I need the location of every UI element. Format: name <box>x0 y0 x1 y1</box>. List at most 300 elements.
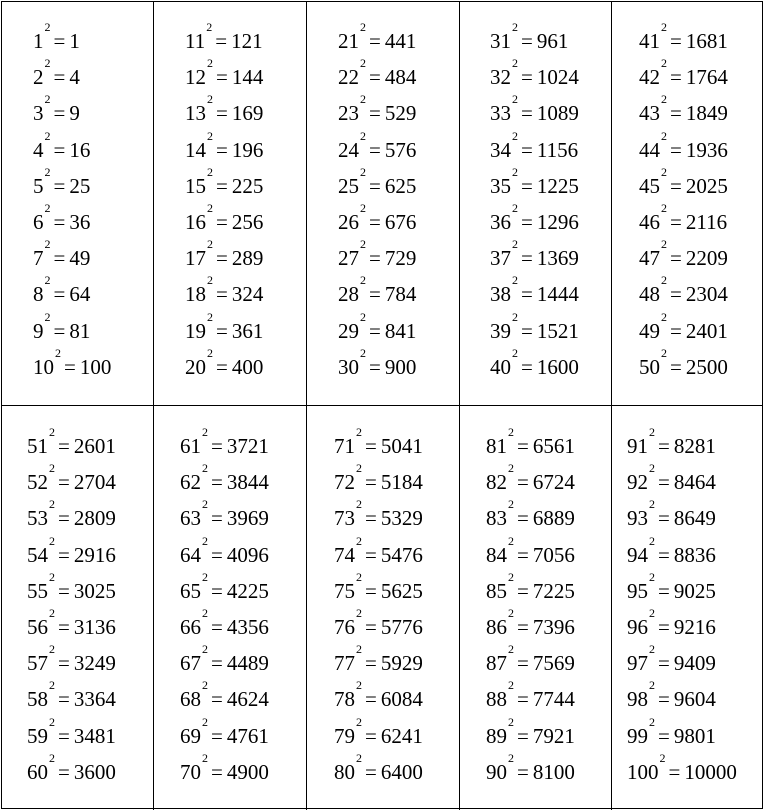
base-number: 89 <box>486 723 507 748</box>
base-number: 16 <box>185 210 206 234</box>
base-number: 15 <box>185 173 206 198</box>
square-equation <box>27 425 116 458</box>
exponent: 2 <box>49 678 55 693</box>
equals-sign: = <box>216 318 228 343</box>
base-number: 7 <box>33 246 44 271</box>
square-value: 1024 <box>536 65 579 90</box>
exponent: 2 <box>202 497 208 512</box>
base-number: 54 <box>27 542 48 567</box>
base-number: 35 <box>490 173 511 198</box>
equals-sign: = <box>53 101 66 126</box>
exponent: 2 <box>356 714 362 729</box>
square-value: 2401 <box>685 318 728 343</box>
equals-sign: = <box>658 506 670 531</box>
equals-sign: = <box>670 29 682 53</box>
square-equation <box>334 678 423 712</box>
square-equation <box>33 56 80 90</box>
square-value: 49 <box>69 246 91 271</box>
base-number: 8 <box>33 282 44 307</box>
base-number: 12 <box>185 65 206 90</box>
square-equation <box>33 309 91 343</box>
equals-sign: = <box>53 29 66 53</box>
square-value: 1 <box>69 29 80 53</box>
square-value: 2809 <box>73 506 116 531</box>
equals-sign: = <box>670 101 682 126</box>
exponent: 2 <box>512 237 518 252</box>
equals-sign: = <box>670 173 682 198</box>
square-value: 1156 <box>536 137 579 162</box>
exponent: 2 <box>49 461 55 476</box>
exponent: 2 <box>360 273 366 288</box>
base-number: 73 <box>334 506 355 531</box>
exponent: 2 <box>512 128 518 143</box>
square-equation <box>180 533 269 567</box>
exponent: 2 <box>512 273 518 288</box>
square-equation <box>180 497 269 531</box>
square-value: 1369 <box>536 246 579 271</box>
base-number: 85 <box>486 578 507 603</box>
base-number: 59 <box>27 723 48 748</box>
equals-sign: = <box>658 542 670 567</box>
square-value: 7225 <box>532 578 575 603</box>
equals-sign: = <box>517 470 529 495</box>
square-value: 2025 <box>685 173 728 198</box>
square-equation <box>627 714 716 748</box>
square-value: 2500 <box>685 354 728 379</box>
square-equation <box>185 309 264 343</box>
exponent: 2 <box>508 678 514 693</box>
base-number: 58 <box>27 687 48 712</box>
column-divider <box>611 2 612 406</box>
base-number: 69 <box>180 723 201 748</box>
equals-sign: = <box>216 210 228 234</box>
equals-sign: = <box>211 506 223 531</box>
base-number: 38 <box>490 282 511 307</box>
square-value: 1849 <box>685 101 728 126</box>
square-value: 900 <box>384 354 417 379</box>
equals-sign: = <box>670 354 682 379</box>
equals-sign: = <box>658 470 670 495</box>
base-number: 37 <box>490 246 511 271</box>
exponent: 2 <box>356 606 362 620</box>
exponent: 2 <box>207 56 213 71</box>
column-divider <box>306 406 307 810</box>
exponent: 2 <box>44 20 51 34</box>
square-equation <box>627 606 716 639</box>
square-equation <box>334 425 423 458</box>
exponent: 2 <box>202 678 208 693</box>
square-value: 9025 <box>673 578 716 603</box>
equals-sign: = <box>58 615 70 639</box>
square-equation <box>627 569 716 603</box>
square-equation <box>639 345 728 379</box>
equals-sign: = <box>58 434 70 458</box>
square-equation <box>185 237 264 271</box>
equals-sign: = <box>211 615 223 639</box>
exponent: 2 <box>202 533 208 548</box>
equals-sign: = <box>216 137 228 162</box>
square-value: 121 <box>231 29 263 53</box>
equals-sign: = <box>670 318 682 343</box>
exponent: 2 <box>360 345 366 360</box>
squares-table <box>1 1 763 809</box>
square-value: 7396 <box>532 615 575 639</box>
equals-sign: = <box>211 651 223 676</box>
square-value: 3969 <box>226 506 269 531</box>
square-value: 4 <box>69 65 80 90</box>
exponent: 2 <box>661 273 667 288</box>
exponent: 2 <box>202 606 208 620</box>
square-value: 256 <box>231 210 264 234</box>
base-number: 63 <box>180 506 201 531</box>
base-number: 72 <box>334 470 355 495</box>
equals-sign: = <box>658 687 670 712</box>
base-number: 90 <box>486 759 507 784</box>
square-equation <box>185 164 264 198</box>
column-divider <box>153 2 154 406</box>
exponent: 2 <box>508 642 514 657</box>
square-value: 3600 <box>73 759 116 784</box>
exponent: 2 <box>49 642 55 657</box>
equals-sign: = <box>211 723 223 748</box>
base-number: 67 <box>180 651 201 676</box>
base-number: 65 <box>180 578 201 603</box>
square-value: 4900 <box>226 759 269 784</box>
equals-sign: = <box>517 506 529 531</box>
base-number: 32 <box>490 65 511 90</box>
equals-sign: = <box>517 759 529 784</box>
exponent: 2 <box>49 533 55 548</box>
square-equation <box>27 461 116 495</box>
square-equation <box>185 128 264 162</box>
exponent: 2 <box>202 714 208 729</box>
square-value: 2209 <box>685 246 728 271</box>
square-equation <box>627 642 716 676</box>
square-value: 5184 <box>380 470 423 495</box>
base-number: 36 <box>490 210 511 234</box>
equals-sign: = <box>369 173 381 198</box>
equals-sign: = <box>521 65 533 90</box>
square-equation <box>27 750 116 784</box>
base-number: 30 <box>338 354 359 379</box>
base-number: 33 <box>490 101 511 126</box>
equals-sign: = <box>521 137 533 162</box>
exponent: 2 <box>206 20 213 34</box>
square-equation <box>334 533 423 567</box>
equals-sign: = <box>517 687 529 712</box>
exponent: 2 <box>44 201 51 215</box>
square-equation <box>486 750 575 784</box>
square-equation <box>338 128 417 162</box>
square-equation <box>639 20 728 53</box>
square-equation <box>486 642 575 676</box>
equals-sign: = <box>58 470 70 495</box>
base-number: 40 <box>490 354 511 379</box>
square-value: 441 <box>384 29 417 53</box>
square-equation <box>627 461 716 495</box>
square-value: 2704 <box>73 470 116 495</box>
square-equation <box>486 425 575 458</box>
exponent: 2 <box>44 309 51 324</box>
equals-sign: = <box>365 434 377 458</box>
square-value: 5776 <box>380 615 423 639</box>
equals-sign: = <box>53 65 66 90</box>
base-number: 55 <box>27 578 48 603</box>
base-number: 47 <box>639 246 660 271</box>
square-value: 4761 <box>226 723 269 748</box>
square-value: 7056 <box>532 542 575 567</box>
square-equation <box>334 569 423 603</box>
base-number: 22 <box>338 65 359 90</box>
square-equation <box>338 20 417 53</box>
base-number: 26 <box>338 210 359 234</box>
equals-sign: = <box>365 651 377 676</box>
base-number: 96 <box>627 615 648 639</box>
equals-sign: = <box>58 651 70 676</box>
square-equation <box>639 56 728 90</box>
square-value: 8836 <box>673 542 716 567</box>
square-value: 9604 <box>673 687 716 712</box>
exponent: 2 <box>649 425 655 439</box>
square-value: 324 <box>231 282 264 307</box>
square-equation <box>180 461 269 495</box>
equals-sign: = <box>670 210 682 234</box>
square-equation <box>27 642 116 676</box>
exponent: 2 <box>44 56 51 71</box>
equals-sign: = <box>211 434 223 458</box>
equals-sign: = <box>369 65 381 90</box>
exponent: 2 <box>661 201 667 215</box>
exponent: 2 <box>508 714 514 729</box>
square-value: 5476 <box>380 542 423 567</box>
square-equation <box>185 345 264 379</box>
base-number: 61 <box>180 434 201 458</box>
column-divider <box>459 406 460 810</box>
square-equation <box>185 92 264 126</box>
equals-sign: = <box>365 578 377 603</box>
equals-sign: = <box>365 687 377 712</box>
square-value: 6889 <box>532 506 575 531</box>
square-value: 1764 <box>685 65 728 90</box>
column-divider <box>459 2 460 406</box>
base-number: 25 <box>338 173 359 198</box>
exponent: 2 <box>202 461 208 476</box>
base-number: 75 <box>334 578 355 603</box>
equals-sign: = <box>365 723 377 748</box>
square-equation <box>486 606 575 639</box>
square-equation <box>490 309 579 343</box>
base-number: 6 <box>33 210 44 234</box>
square-equation <box>334 642 423 676</box>
square-equation <box>180 678 269 712</box>
equals-sign: = <box>517 434 529 458</box>
square-value: 289 <box>231 246 264 271</box>
exponent: 2 <box>508 425 514 439</box>
equals-sign: = <box>211 759 223 784</box>
base-number: 84 <box>486 542 507 567</box>
exponent: 2 <box>661 164 667 179</box>
equals-sign: = <box>658 651 670 676</box>
exponent: 2 <box>356 642 362 657</box>
base-number: 79 <box>334 723 355 748</box>
square-value: 3481 <box>73 723 116 748</box>
base-number: 52 <box>27 470 48 495</box>
square-value: 16 <box>69 137 91 162</box>
square-value: 1521 <box>536 318 579 343</box>
equals-sign: = <box>369 210 381 234</box>
equals-sign: = <box>517 578 529 603</box>
equals-sign: = <box>365 615 377 639</box>
square-equation <box>334 714 423 748</box>
square-equation <box>486 533 575 567</box>
equals-sign: = <box>369 282 381 307</box>
square-value: 3721 <box>226 434 269 458</box>
square-equation <box>639 309 728 343</box>
exponent: 2 <box>49 425 55 439</box>
exponent: 2 <box>360 56 366 71</box>
square-equation <box>639 128 728 162</box>
square-equation <box>490 56 579 90</box>
base-number: 14 <box>185 137 206 162</box>
square-equation <box>338 345 417 379</box>
equals-sign: = <box>58 506 70 531</box>
base-number: 98 <box>627 687 648 712</box>
exponent: 2 <box>512 201 518 215</box>
equals-sign: = <box>53 318 66 343</box>
base-number: 17 <box>185 246 206 271</box>
base-number: 2 <box>33 65 44 90</box>
exponent: 2 <box>356 425 362 439</box>
square-equation <box>490 164 579 198</box>
exponent: 2 <box>649 497 655 512</box>
exponent: 2 <box>207 201 213 215</box>
exponent: 2 <box>649 714 655 729</box>
base-number: 94 <box>627 542 648 567</box>
square-value: 8100 <box>532 759 575 784</box>
equals-sign: = <box>211 542 223 567</box>
square-equation <box>185 56 264 90</box>
square-equation <box>490 20 569 53</box>
equals-sign: = <box>658 578 670 603</box>
exponent: 2 <box>508 461 514 476</box>
exponent: 2 <box>49 569 55 584</box>
square-value: 81 <box>69 318 91 343</box>
equals-sign: = <box>216 246 228 271</box>
base-number: 9 <box>33 318 44 343</box>
base-number: 92 <box>627 470 648 495</box>
square-value: 841 <box>384 318 417 343</box>
square-equation <box>627 425 716 458</box>
base-number: 76 <box>334 615 355 639</box>
base-number: 13 <box>185 101 206 126</box>
base-number: 95 <box>627 578 648 603</box>
square-value: 6400 <box>380 759 423 784</box>
square-equation <box>185 20 263 53</box>
equals-sign: = <box>521 173 533 198</box>
base-number: 49 <box>639 318 660 343</box>
equals-sign: = <box>369 137 381 162</box>
exponent: 2 <box>207 273 213 288</box>
square-value: 625 <box>384 173 417 198</box>
equals-sign: = <box>58 759 70 784</box>
square-equation <box>338 92 417 126</box>
square-value: 3364 <box>73 687 116 712</box>
column-divider <box>306 2 307 406</box>
equals-sign: = <box>658 615 670 639</box>
exponent: 2 <box>649 461 655 476</box>
square-equation <box>27 497 116 531</box>
exponent: 2 <box>508 497 514 512</box>
equals-sign: = <box>521 354 533 379</box>
column-divider <box>611 406 612 810</box>
equals-sign: = <box>58 542 70 567</box>
exponent: 2 <box>649 606 655 620</box>
exponent: 2 <box>356 750 362 765</box>
square-equation <box>627 750 737 784</box>
square-value: 1681 <box>685 29 728 53</box>
base-number: 81 <box>486 434 507 458</box>
exponent: 2 <box>360 164 366 179</box>
equals-sign: = <box>668 759 681 784</box>
square-equation <box>27 678 116 712</box>
square-value: 484 <box>384 65 417 90</box>
base-number: 66 <box>180 615 201 639</box>
square-equation <box>338 164 417 198</box>
exponent: 2 <box>508 569 514 584</box>
square-equation <box>639 164 728 198</box>
square-value: 729 <box>384 246 417 271</box>
exponent: 2 <box>360 309 366 324</box>
square-value: 1225 <box>536 173 579 198</box>
equals-sign: = <box>369 354 381 379</box>
base-number: 34 <box>490 137 511 162</box>
base-number: 70 <box>180 759 201 784</box>
square-value: 5929 <box>380 651 423 676</box>
base-number: 97 <box>627 651 648 676</box>
base-number: 4 <box>33 137 44 162</box>
square-value: 8649 <box>673 506 716 531</box>
square-value: 169 <box>231 101 264 126</box>
square-value: 4624 <box>226 687 269 712</box>
square-value: 7921 <box>532 723 575 748</box>
equals-sign: = <box>216 282 228 307</box>
exponent: 2 <box>661 237 667 252</box>
equals-sign: = <box>53 137 66 162</box>
exponent: 2 <box>49 714 55 729</box>
square-value: 64 <box>69 282 91 307</box>
exponent: 2 <box>44 273 51 288</box>
equals-sign: = <box>521 318 533 343</box>
equals-sign: = <box>215 29 228 53</box>
square-equation <box>490 92 579 126</box>
exponent: 2 <box>44 164 51 179</box>
square-value: 144 <box>231 65 264 90</box>
exponent: 2 <box>360 128 366 143</box>
base-number: 100 <box>627 759 659 784</box>
square-value: 961 <box>536 29 569 53</box>
base-number: 31 <box>490 29 511 53</box>
exponent: 2 <box>661 128 667 143</box>
square-value: 9 <box>69 101 80 126</box>
base-number: 77 <box>334 651 355 676</box>
equals-sign: = <box>53 210 66 234</box>
section-divider <box>2 405 762 406</box>
base-number: 24 <box>338 137 359 162</box>
exponent: 2 <box>360 237 366 252</box>
square-value: 9216 <box>673 615 716 639</box>
square-equation <box>180 425 269 458</box>
square-equation <box>185 273 264 307</box>
